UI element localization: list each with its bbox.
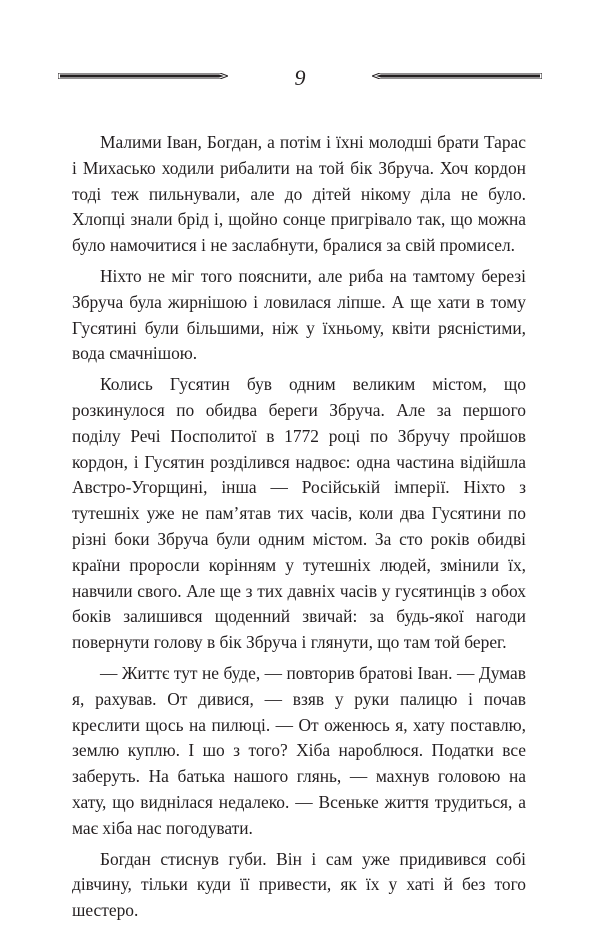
header-rule-right <box>372 73 542 79</box>
paragraph: Малими Іван, Богдан, а потім і їхні молодші брати Тарас і Михасько ходили рибалити на той бік Збруча. Хоч кордон тоді теж пильнували, але до дітей нікому діла не було. Хлопці знали брід і, щойно сонце пригрівало так, що можна було намочитися і не заслабнути, бралися за свій промисел. <box>72 132 526 256</box>
page-header <box>58 66 542 92</box>
paragraph: Ніхто не міг того пояснити, але риба на тамтому березі Збруча була жирнішою і ловилася ліпше. А ще хати в тому Гусятині були більшими, ніж у їхньому, квіти рясністими, вода смачнішою. <box>72 265 526 364</box>
paragraph: — Життє тут не буде, — повторив братові Іван. — Думав я, рахував. От дивися, — взяв у руки палицю і почав креслити щось на пилюці. — От оженюсь я, хату поставлю, землю куплю. І шо з того? Хіба нароблюся. Податки все заберуть. На батька нашого глянь, — махнув головою на хату, що виднілася недалеко. — Всеньке життя трудиться, а має хіба нас погодувати. <box>72 662 526 838</box>
paragraph: Колись Гусятин був одним великим містом, що розкинулося по обидва береги Збруча. Але за першого поділу Речі Посполитої в 1772 році по Збручу пройшов кордон, і Гусятин розділився надвоє: одна частина відійшла Австро-Угорщині, інша — Російській імперії. Ніхто з тутешніх уже не пам’ятав тих часів, коли два Гусятини по різні боки Збруча були одним містом. За сто років обидві країни проросли корінням у тутешніх людей, змінили їх, навчили свого. Але ще з тих давніх часів у гусятинців з обох боків залишився щоденний звичай: за будь-якої нагоди повернути голову в бік Збруча і глянути, що там той берег. <box>72 374 526 653</box>
paragraph: Богдан стиснув губи. Він і сам уже придивився собі дівчину, тільки куди її привести, як їх у хаті й без того шестеро. <box>72 848 526 921</box>
page-number: 9 <box>294 65 306 90</box>
body-text <box>72 130 526 929</box>
